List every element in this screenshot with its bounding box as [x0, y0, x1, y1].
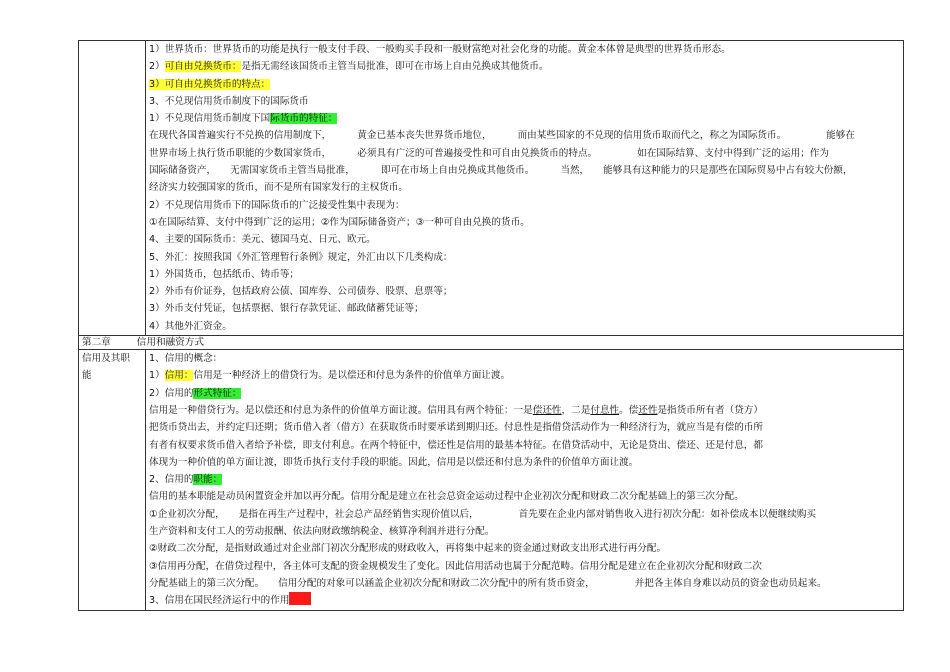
text-line	[149, 575, 903, 592]
text-span: 信用是一种经济上的借贷行为。是以偿还和付息为条件的价值单方面让渡。	[193, 370, 511, 382]
text-line: 1）外国货币，包括纸币、铸币等；	[149, 268, 300, 280]
text-span: 无需国家货币主管当局批准，	[230, 165, 355, 177]
text-line	[149, 471, 903, 488]
text-span: 能够在	[826, 130, 855, 142]
chapter-number: 第二章	[82, 337, 111, 349]
text-span: 2）	[149, 61, 165, 73]
text-line: 1、信用的概念：	[149, 353, 223, 365]
text-span: 黄金已基本丧失世界货币地位，	[357, 130, 492, 142]
text-span: 如在国际结算、支付中得到广泛的运用；作为	[637, 147, 829, 159]
text-line	[149, 402, 903, 419]
text-span: 是指在再生产过程中，社会总产品经销售实现价值以后，	[238, 508, 479, 520]
text-span: 能够具有这种能力的只是那些在国际贸易中占有较大份额，	[603, 165, 853, 177]
highlight-green: 职能：	[193, 474, 223, 486]
red-highlight-mark	[289, 592, 311, 605]
text-line: 1）世界货币：世界货币的功能是执行一般支付手段、一般购买手段和一般财富绝对社会化身的功能。黄金本体曾是典型的世界货币形态。	[149, 44, 731, 55]
text-line: 2）外币有价证券，包括政府公债、国库券、公司债券、股票、息票等；	[149, 286, 453, 298]
underlined-term: 偿还性	[532, 404, 562, 416]
text-span: 国际储备资产，	[149, 165, 217, 177]
text-span: 必须具有广泛的可普遍接受性和可自由兑换货币的特点。	[357, 147, 598, 159]
text-line: 4）其他外汇资金。	[149, 320, 232, 332]
text-span: 信用是一种借贷行为。是以偿还和付息为条件的价值单方面让渡。信用具有两个特征：一是	[149, 404, 533, 416]
highlight-green: 形式特征：	[193, 387, 242, 399]
text-line: 3、不兑现信用货币制度下的国际货币	[149, 95, 309, 107]
text-line: 3）外币支付凭证，包括票据、银行存款凭证、邮政储蓄凭证等；	[149, 303, 424, 315]
text-line: ③信用再分配，在借贷过程中，各主体可支配的资金规模发生了变化。因此信用活动也属于分配范畴。信用分配是建立在企业初次分配和财政二次	[149, 560, 763, 572]
text-line	[149, 76, 903, 93]
text-span: 2）信用的	[149, 387, 194, 399]
underlined-term: 付息性	[590, 404, 620, 416]
text-line: 5、外汇：按照我国《外汇管理暂行条例》规定，外汇由以下几类构成：	[149, 251, 453, 263]
text-span: 而由某些国家的不兑现的信用货币取而代之，称之为国际货币。	[517, 130, 787, 142]
highlight-yellow: 可自由兑换货币：	[164, 61, 242, 73]
left-cell-empty	[79, 41, 146, 336]
text-line	[149, 367, 903, 384]
text-line	[149, 506, 903, 523]
text-span: 在现代各国普遍实行不兑换的信用制度下，	[149, 130, 332, 142]
highlight-yellow: 信用：	[164, 370, 194, 382]
text-line: 生产资料和支付工人的劳动报酬、依法向财政缴纳税金、核算净利润并进行分配。	[149, 526, 495, 538]
text-span: 3、信用在国民经济运行中的作用	[149, 595, 290, 607]
table-row	[79, 350, 904, 610]
text-line: 信用的基本职能是动员闲置资金并加以再分配。信用分配是建立在社会总资金运动过程中企业初次分配和财政二次分配基础上的第三次分配。	[149, 491, 744, 503]
text-span: 信用分配的对象可以涵盖企业初次分配和财政二次分配中的所有货币资金，	[278, 577, 595, 589]
chapter-row	[79, 336, 904, 350]
text-line: ②财政二次分配，是指财政通过对企业部门初次分配形成的财政收入，再将集中起来的资金通过财政支出形式进行再分配。	[149, 543, 667, 555]
text-line: 体现为一种价值的单方面让渡，即货币执行支付手段的职能。因此，信用是以偿还和付息为条件的价值单方面让渡。	[149, 456, 639, 468]
text-span: 首先要在企业内部对销售收入进行初次分配：如补偿成本以便继续购买	[518, 508, 817, 520]
chapter-title: 信用和融资方式	[136, 337, 204, 349]
text-span: 1）不兑现信用货币制度下国	[149, 113, 271, 125]
text-span: 即可在市场上自由兑换成其他货币。	[380, 165, 535, 177]
text-line: 把货币贷出去，并约定归还期；货币借入者（借方）在获取货币时要承诺到期归还。付息性是指借贷活动作为一种经济行为，就应当是有偿的币所	[149, 422, 763, 434]
highlight-green: 际货币的特征：	[270, 113, 338, 125]
text-line: 2）不兑现信用货币下的国际货币的广泛接受性集中表现为：	[149, 199, 405, 211]
text-span: 并把各主体自身难以动员的资金也动员起来。	[634, 577, 827, 589]
text-span: 。偿	[619, 404, 639, 416]
text-span: 是指货币所有者（贷方）	[657, 404, 763, 416]
text-span: 2、信用的	[149, 474, 194, 486]
text-line: 经济实力较强国家的货币，而不是所有国家发行的主权货币。	[149, 182, 409, 194]
text-span: 分配基础上的第三次分配。	[149, 577, 265, 589]
section1-body	[146, 41, 904, 336]
text-line	[149, 127, 903, 144]
left-label-line: 能	[82, 370, 92, 382]
text-line	[149, 385, 903, 402]
section2-body	[146, 350, 904, 610]
left-cell-label	[79, 350, 146, 610]
table-row	[79, 41, 904, 336]
text-line	[149, 145, 903, 162]
text-line: 4、主要的国际货币：美元、德国马克、日元、欧元。	[149, 234, 376, 246]
text-line	[149, 592, 903, 609]
underlined-term: 还性	[638, 404, 658, 416]
text-span: ①企业初次分配，	[149, 508, 225, 520]
text-span: 是指无需经该国货币主管当局批准，即可在市场上自由兑换成其他货币。	[241, 61, 549, 73]
text-span: 1）	[149, 370, 165, 382]
highlight-yellow: 3）可自由兑换货币的特点：	[149, 78, 271, 90]
text-line: 有者有权要求货币借入者给予补偿，即支付利息。在两个特征中，偿还性是信用的最基本特征。在借贷活动中，无论是贷出、偿还、还是付息，都	[149, 439, 763, 451]
text-line	[149, 110, 903, 127]
text-span: 当然，	[560, 165, 590, 177]
text-line	[149, 58, 903, 75]
left-label-line: 信用及其职	[82, 353, 130, 365]
text-line	[149, 162, 903, 179]
chapter-heading	[79, 336, 904, 350]
text-span: 世界市场上执行货币职能的少数国家货币，	[149, 147, 332, 159]
text-span: ，二是	[561, 404, 591, 416]
text-line: ①在国际结算、支付中得到广泛的运用；②作为国际储备资产；③一种可自由兑换的货币。	[149, 216, 530, 228]
notes-table	[78, 40, 904, 611]
